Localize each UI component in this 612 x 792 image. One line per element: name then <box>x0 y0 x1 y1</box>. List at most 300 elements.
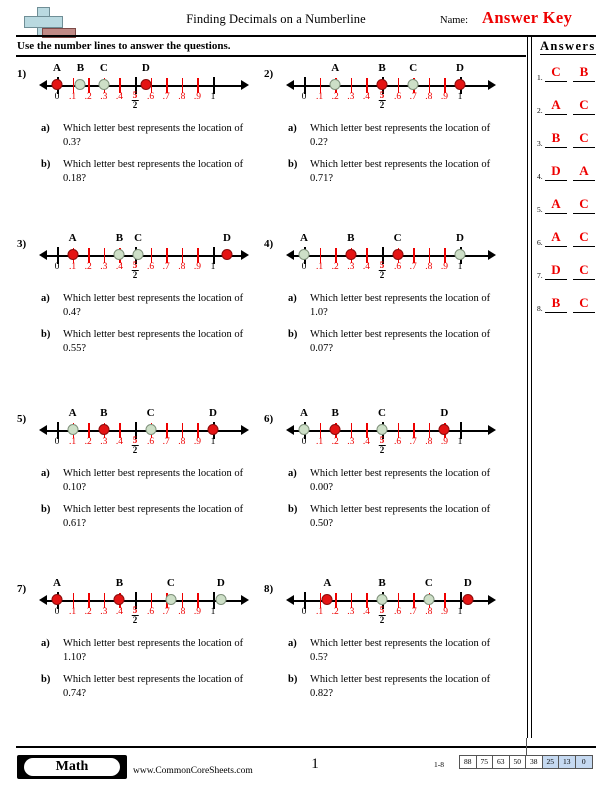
numberline-tick-label: .6 <box>147 607 155 617</box>
numberline-tick-label: .3 <box>100 437 108 447</box>
numberline-tick <box>366 593 368 608</box>
half-fraction-label <box>379 91 386 110</box>
answer-row <box>537 64 599 86</box>
numberline-point-d[interactable] <box>140 79 151 90</box>
numberline-point-c[interactable] <box>408 79 419 90</box>
numberline-point-a[interactable] <box>330 79 341 90</box>
answer-slot-b[interactable]: C <box>573 295 595 313</box>
numberline-point-d[interactable] <box>215 594 226 605</box>
numberline-point-c[interactable] <box>423 594 434 605</box>
axis-arrow-right-icon <box>488 80 496 90</box>
fraction-denominator: 2 <box>379 270 385 280</box>
problem-number: 8) <box>264 583 274 595</box>
numberline-tick <box>166 248 168 263</box>
question-list <box>41 637 263 709</box>
question-item <box>41 673 263 700</box>
question-item <box>41 292 263 319</box>
answer-slot-a[interactable]: A <box>545 97 567 115</box>
numberline <box>35 62 263 114</box>
numberline-tick <box>197 423 199 438</box>
half-fraction-label <box>379 261 386 280</box>
problem-block <box>17 232 267 402</box>
question-list <box>41 122 263 194</box>
numberline-tick-label: 1 <box>210 437 216 447</box>
numberline-tick <box>366 248 368 263</box>
question-marker: a) <box>288 638 297 649</box>
numberline-point-b[interactable] <box>345 249 356 260</box>
numberline-tick <box>366 78 368 93</box>
answer-slot-b[interactable]: C <box>573 196 595 214</box>
problem-number: 6) <box>264 413 274 425</box>
numberline <box>282 232 510 284</box>
problem-block <box>17 407 267 577</box>
half-fraction-label <box>132 436 139 455</box>
numberline-tick <box>73 593 75 608</box>
question-marker: b) <box>288 329 298 340</box>
numberline-tick <box>413 248 415 263</box>
numberline-tick-label: .1 <box>316 437 324 447</box>
question-text: Which letter best represents the location of 0.4? <box>63 293 244 318</box>
numberline-tick <box>166 78 168 93</box>
problem-block <box>264 232 514 402</box>
numberline-tick-label: .1 <box>69 92 77 102</box>
numberline-point-a[interactable] <box>52 79 63 90</box>
numberline-tick <box>88 593 90 608</box>
numberline-tick-label: .3 <box>100 92 108 102</box>
problem-number: 2) <box>264 68 274 80</box>
numberline-point-label-a: A <box>300 232 308 244</box>
numberline-tick-label: .6 <box>147 262 155 272</box>
question-text: Which letter best represents the location of 0.61? <box>63 504 244 529</box>
numberline <box>282 62 510 114</box>
score-scale-tick <box>526 738 527 756</box>
question-marker: a) <box>288 293 297 304</box>
numberline-tick <box>398 78 400 93</box>
answer-slot-a[interactable]: B <box>545 295 567 313</box>
question-marker: b) <box>41 674 51 685</box>
numberline-point-d[interactable] <box>462 594 473 605</box>
header-divider <box>16 35 596 37</box>
numberline-tick-label: .6 <box>147 92 155 102</box>
numberline-tick <box>320 78 322 93</box>
numberline-point-label-c: C <box>146 407 155 419</box>
score-scale-table <box>459 755 593 769</box>
page-number: 1 <box>311 756 319 772</box>
numberline-tick <box>73 78 75 93</box>
numberline-tick-label: .8 <box>425 437 433 447</box>
numberline-tick-label: .4 <box>115 607 123 617</box>
question-marker: a) <box>288 123 297 134</box>
numberline-point-label-d: D <box>209 407 217 419</box>
numberline-point-label-c: C <box>166 577 175 589</box>
numberline <box>35 407 263 459</box>
numberline-tick-label: .7 <box>409 262 417 272</box>
numberline-point-d[interactable] <box>208 424 219 435</box>
numberline-tick-label: .1 <box>316 262 324 272</box>
axis-arrow-left-icon <box>286 425 294 435</box>
answer-row-number: 7. <box>537 271 543 280</box>
website-url: www.CommonCoreSheets.com <box>133 766 253 776</box>
axis-arrow-right-icon <box>241 250 249 260</box>
question-item <box>288 328 510 355</box>
fraction-numerator: 5 <box>132 605 138 615</box>
answers-heading: Answers <box>540 39 596 53</box>
numberline-tick <box>197 593 199 608</box>
numberline-tick-label: 0 <box>54 437 60 447</box>
numberline-tick <box>335 248 337 263</box>
numberline-tick <box>182 78 184 93</box>
numberline-tick-label: .2 <box>331 262 339 272</box>
answer-slot-b[interactable]: C <box>573 97 595 115</box>
numberline-tick-label: .2 <box>84 607 92 617</box>
question-list <box>288 637 510 709</box>
answer-row-number: 3. <box>537 139 543 148</box>
problem-number: 1) <box>17 68 27 80</box>
fraction-denominator: 2 <box>379 445 385 455</box>
question-item <box>41 328 263 355</box>
answer-row-number: 2. <box>537 106 543 115</box>
answer-slot-a[interactable]: C <box>545 64 567 82</box>
numberline-tick-label: .7 <box>409 607 417 617</box>
numberline-point-label-b: B <box>331 407 339 419</box>
half-fraction-label <box>379 606 386 625</box>
numberline-point-c[interactable] <box>133 249 144 260</box>
axis-arrow-right-icon <box>241 595 249 605</box>
score-cell: 63 <box>493 756 510 768</box>
answer-slot-b[interactable]: C <box>573 262 595 280</box>
numberline-point-label-a: A <box>53 577 61 589</box>
problem-block <box>264 577 514 747</box>
score-cell: 13 <box>559 756 576 768</box>
axis-arrow-left-icon <box>39 425 47 435</box>
fraction-numerator: 5 <box>132 260 138 270</box>
numberline-point-label-a: A <box>331 62 340 74</box>
question-marker: b) <box>288 674 298 685</box>
answer-row <box>537 163 599 185</box>
numberline-point-a[interactable] <box>67 424 78 435</box>
answer-slot-a[interactable]: D <box>545 262 567 280</box>
numberline-tick-label: .6 <box>394 262 402 272</box>
question-text: Which letter best represents the location of 1.10? <box>63 638 244 663</box>
numberline <box>35 577 263 629</box>
numberline-point-b[interactable] <box>377 594 388 605</box>
numberline-tick <box>197 78 199 93</box>
numberline-point-a[interactable] <box>67 249 78 260</box>
numberline-tick <box>182 248 184 263</box>
fraction-numerator: 5 <box>379 90 385 100</box>
numberline-tick-label: .9 <box>440 607 448 617</box>
numberline-tick-label: .8 <box>178 262 186 272</box>
answer-slot-a[interactable]: D <box>545 163 567 181</box>
question-item <box>288 292 510 319</box>
numberline-tick <box>151 248 153 263</box>
question-marker: a) <box>41 123 50 134</box>
question-marker: a) <box>41 468 50 479</box>
numberline-tick-label: .4 <box>362 607 370 617</box>
numberline-point-b[interactable] <box>377 79 388 90</box>
fraction-denominator: 2 <box>379 100 385 110</box>
numberline-point-c[interactable] <box>165 594 176 605</box>
numberline-point-c[interactable] <box>377 424 388 435</box>
numberline-point-b[interactable] <box>98 424 109 435</box>
axis-arrow-left-icon <box>286 595 294 605</box>
axis-arrow-left-icon <box>39 80 47 90</box>
numberline-tick <box>182 423 184 438</box>
numberline-point-a[interactable] <box>299 249 310 260</box>
numberline-tick-label: .7 <box>162 437 170 447</box>
question-text: Which letter best represents the location of 0.55? <box>63 329 244 354</box>
numberline-point-label-a: A <box>323 577 332 589</box>
fraction-denominator: 2 <box>132 100 138 110</box>
numberline-point-d[interactable] <box>439 424 450 435</box>
numberline-point-b[interactable] <box>75 79 86 90</box>
question-item <box>41 122 263 149</box>
answer-slot-b[interactable]: C <box>573 229 595 247</box>
numberline-tick-label: .4 <box>362 262 370 272</box>
question-text: Which letter best represents the location of 0.07? <box>310 329 491 354</box>
question-text: Which letter best represents the location of 0.3? <box>63 123 244 148</box>
answer-row <box>537 229 599 251</box>
numberline-point-d[interactable] <box>455 249 466 260</box>
question-item <box>41 158 263 185</box>
numberline-tick-label: .3 <box>347 607 355 617</box>
numberline-tick-label: .1 <box>316 607 324 617</box>
numberline-tick-label: .9 <box>193 262 201 272</box>
axis-arrow-right-icon <box>488 250 496 260</box>
fraction-denominator: 2 <box>379 615 385 625</box>
numberline-tick <box>444 248 446 263</box>
numberline-point-label-a: A <box>68 407 77 419</box>
numberline <box>35 232 263 284</box>
problem-number: 7) <box>17 583 27 595</box>
numberline-tick-label: .2 <box>331 607 339 617</box>
fraction-denominator: 2 <box>132 445 138 455</box>
answer-row <box>537 262 599 284</box>
numberline-tick <box>88 78 90 93</box>
numberline-tick <box>197 248 199 263</box>
answer-row-number: 1. <box>537 73 543 82</box>
numberline-tick-label: .8 <box>178 437 186 447</box>
fraction-numerator: 5 <box>132 90 138 100</box>
numberline-tick <box>366 423 368 438</box>
question-marker: b) <box>41 329 51 340</box>
numberline-tick-label: .8 <box>425 92 433 102</box>
numberline-point-label-d: D <box>141 62 150 74</box>
axis-arrow-right-icon <box>488 425 496 435</box>
numberline-tick <box>104 593 106 608</box>
numberline-point-b[interactable] <box>114 249 125 260</box>
question-list <box>288 467 510 539</box>
footer-divider <box>16 746 596 748</box>
numberline-tick-label: 0 <box>54 607 60 617</box>
answer-row <box>537 97 599 119</box>
numberline-tick <box>166 423 168 438</box>
numberline-tick <box>119 78 121 93</box>
numberline-tick-label: .9 <box>193 437 201 447</box>
numberline-tick-label: .4 <box>362 92 370 102</box>
problem-block <box>17 577 267 747</box>
numberline-tick <box>104 248 106 263</box>
question-text: Which letter best represents the location of 0.2? <box>310 123 491 148</box>
numberline-tick-label: .4 <box>115 437 123 447</box>
numberline-tick-label: 1 <box>210 92 216 102</box>
score-cell: 88 <box>460 756 477 768</box>
answer-row <box>537 196 599 218</box>
numberline-tick <box>398 423 400 438</box>
numberline-tick-label: .9 <box>193 92 201 102</box>
fraction-numerator: 5 <box>132 435 138 445</box>
numberline-tick <box>119 423 121 438</box>
numberline-point-label-b: B <box>347 232 355 244</box>
answer-slot-b[interactable]: B <box>573 64 595 82</box>
fraction-denominator: 2 <box>132 615 138 625</box>
numberline-tick-label: 0 <box>301 607 307 617</box>
numberline-point-a[interactable] <box>52 594 63 605</box>
answer-slot-a[interactable]: A <box>545 196 567 214</box>
question-marker: a) <box>41 293 50 304</box>
numberline-point-d[interactable] <box>222 249 233 260</box>
answer-slot-b[interactable]: C <box>573 130 595 148</box>
numberline-tick <box>351 593 353 608</box>
problem-block <box>264 62 514 232</box>
numberline-tick-label: 1 <box>210 262 216 272</box>
question-marker: b) <box>41 159 51 170</box>
numberline-tick <box>398 593 400 608</box>
answer-row-number: 5. <box>537 205 543 214</box>
numberline-point-b[interactable] <box>114 594 125 605</box>
numberline-point-label-a: A <box>300 407 308 419</box>
problem-number: 3) <box>17 238 27 250</box>
answer-slot-b[interactable]: A <box>573 163 595 181</box>
numberline-tick-label: .2 <box>84 262 92 272</box>
numberline-tick <box>182 593 184 608</box>
answer-row-number: 4. <box>537 172 543 181</box>
score-range-label: 1-8 <box>434 760 444 769</box>
numberline-point-label-a: A <box>68 232 77 244</box>
numberline-point-a[interactable] <box>322 594 333 605</box>
question-item <box>288 673 510 700</box>
numberline-tick <box>88 423 90 438</box>
numberline-point-c[interactable] <box>98 79 109 90</box>
question-marker: b) <box>288 504 298 515</box>
question-text: Which letter best represents the location of 0.00? <box>310 468 491 493</box>
numberline-tick <box>351 423 353 438</box>
question-item <box>41 637 263 664</box>
numberline-point-label-c: C <box>409 62 418 74</box>
score-cell: 50 <box>510 756 527 768</box>
question-item <box>41 467 263 494</box>
question-list <box>41 467 263 539</box>
question-list <box>288 122 510 194</box>
numberline <box>282 407 510 459</box>
fraction-numerator: 5 <box>379 435 385 445</box>
numberline-tick-label: .2 <box>331 437 339 447</box>
question-marker: b) <box>288 159 298 170</box>
numberline-point-label-c: C <box>378 407 386 419</box>
numberline-point-label-b: B <box>115 577 124 589</box>
numberline-tick-label: .7 <box>162 607 170 617</box>
numberline-tick-label: .3 <box>100 607 108 617</box>
score-cell: 75 <box>477 756 494 768</box>
half-fraction-label <box>132 91 139 110</box>
problem-number: 4) <box>264 238 274 250</box>
question-marker: a) <box>41 638 50 649</box>
numberline-tick-label: .3 <box>347 92 355 102</box>
numberline-tick <box>351 78 353 93</box>
numberline-tick-label: .3 <box>347 437 355 447</box>
numberline-point-b[interactable] <box>330 424 341 435</box>
numberline <box>282 577 510 629</box>
half-fraction-label <box>379 436 386 455</box>
question-marker: b) <box>41 504 51 515</box>
numberline-point-c[interactable] <box>392 249 403 260</box>
numberline-tick-label: .4 <box>362 437 370 447</box>
numberline-tick <box>320 423 322 438</box>
numberline-tick-label: .1 <box>69 437 77 447</box>
numberline-point-label-d: D <box>216 577 225 589</box>
question-item <box>41 503 263 530</box>
numberline-tick-label: .9 <box>440 437 448 447</box>
numberline-point-c[interactable] <box>145 424 156 435</box>
numberline-point-label-b: B <box>115 232 124 244</box>
answer-key-stamp: Answer Key <box>482 8 573 27</box>
numberline-tick <box>444 78 446 93</box>
numberline-point-label-a: A <box>53 62 61 74</box>
score-cell: 25 <box>543 756 560 768</box>
numberline-tick-label: 1 <box>457 92 463 102</box>
numberline-tick-label: .4 <box>115 92 123 102</box>
question-text: Which letter best represents the location of 0.82? <box>310 674 491 699</box>
numberline-tick-label: .8 <box>178 92 186 102</box>
question-text: Which letter best represents the location of 0.74? <box>63 674 244 699</box>
answer-row <box>537 295 599 317</box>
question-text: Which letter best represents the location of 0.18? <box>63 159 244 184</box>
numberline-tick-label: .2 <box>331 92 339 102</box>
numberline-tick-label: .9 <box>440 92 448 102</box>
numberline-tick <box>413 423 415 438</box>
name-label: Name: <box>440 15 468 26</box>
numberline-tick-label: 1 <box>457 607 463 617</box>
answer-slot-a[interactable]: B <box>545 130 567 148</box>
numberline-tick-label: .7 <box>409 437 417 447</box>
numberline-tick-label: .6 <box>394 607 402 617</box>
subject-badge-label: Math <box>24 758 120 776</box>
axis-arrow-right-icon <box>241 425 249 435</box>
subject-badge <box>17 755 127 779</box>
numberline-tick <box>320 248 322 263</box>
question-item <box>288 122 510 149</box>
numberline-point-label-c: C <box>393 232 402 244</box>
answer-slot-a[interactable]: A <box>545 229 567 247</box>
numberline-point-label-d: D <box>223 232 232 244</box>
numberline-point-a[interactable] <box>299 424 310 435</box>
numberline-tick-label: 0 <box>301 437 307 447</box>
numberline-tick-label: .3 <box>347 262 355 272</box>
axis-arrow-left-icon <box>286 80 294 90</box>
numberline-tick-label: .6 <box>394 437 402 447</box>
axis-arrow-left-icon <box>39 595 47 605</box>
numberline-tick-label: .2 <box>84 437 92 447</box>
numberline-point-label-d: D <box>440 407 449 419</box>
numberline-tick-label: .6 <box>394 92 402 102</box>
logo-plus-horizontal <box>24 16 63 28</box>
numberline-point-label-c: C <box>134 232 143 244</box>
numberline-tick-label: 0 <box>54 92 60 102</box>
numberline-tick <box>151 593 153 608</box>
question-marker: a) <box>288 468 297 479</box>
instruction-text: Use the number lines to answer the questions. <box>17 40 231 52</box>
numberline-point-d[interactable] <box>455 79 466 90</box>
